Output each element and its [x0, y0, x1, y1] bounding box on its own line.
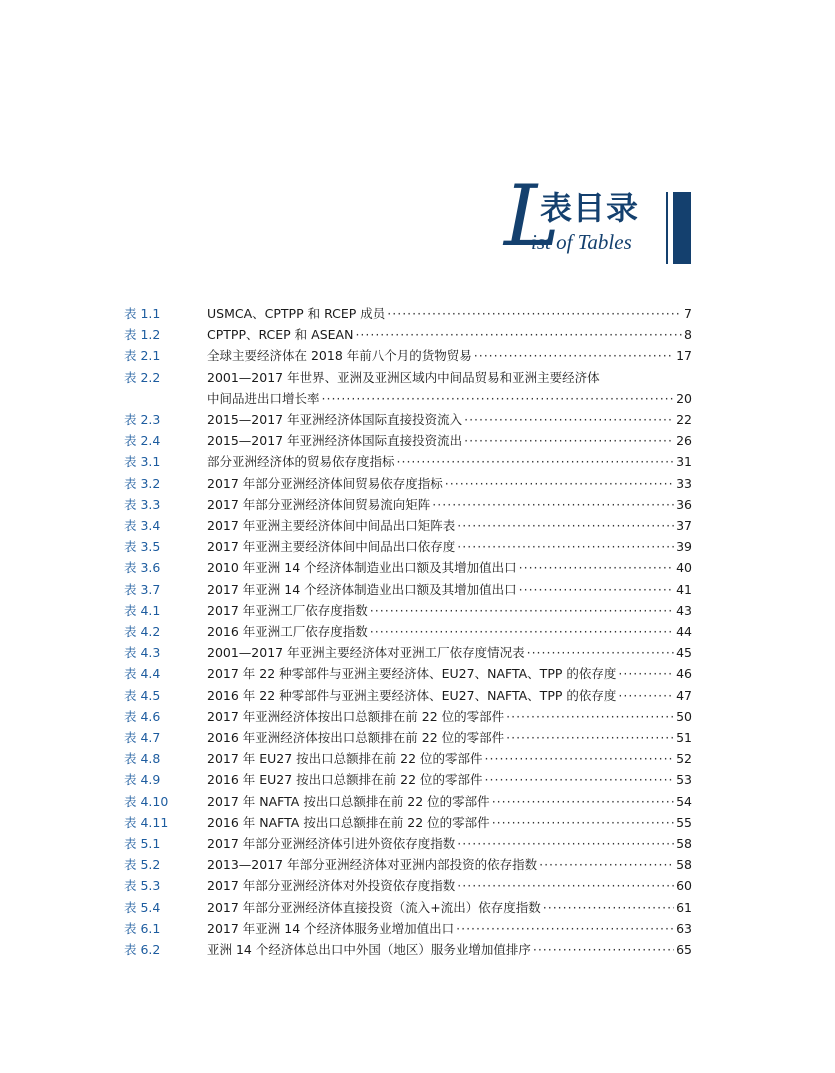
- toc-entry-number: 表 4.9: [124, 772, 161, 788]
- toc-entry-number: 表 5.3: [124, 878, 161, 894]
- header-title-zh: 表目录: [540, 189, 640, 227]
- dot-leader: [618, 663, 674, 684]
- toc-entry-number: 表 2.3: [124, 412, 161, 428]
- toc-entry-page: 17: [676, 348, 692, 364]
- toc-entry-title: 2001—2017 年世界、亚洲及亚洲区域内中间品贸易和亚洲主要经济体: [207, 369, 600, 385]
- toc-entry-page: 41: [676, 581, 692, 597]
- toc-entry-page: 58: [676, 857, 692, 873]
- toc-entry-title: 2017 年亚洲 14 个经济体制造业出口额及其增加值出口: [207, 581, 517, 597]
- toc-entry-title: 2017 年部分亚洲经济体引进外资依存度指数: [207, 836, 456, 852]
- table-of-contents: [124, 303, 692, 960]
- toc-entry-page: 39: [676, 539, 692, 555]
- dot-leader: [492, 791, 674, 812]
- toc-entry-number: 表 6.1: [124, 920, 161, 936]
- toc-entry[interactable]: [124, 600, 692, 621]
- toc-entry-title: 2016 年亚洲工厂依存度指数: [207, 624, 368, 640]
- toc-entry-number: 表 3.7: [124, 581, 161, 597]
- toc-entry-number: 表 3.6: [124, 560, 161, 576]
- toc-entry-page: 45: [676, 645, 692, 661]
- toc-entry[interactable]: [124, 769, 692, 790]
- toc-entry-title: 2015—2017 年亚洲经济体国际直接投资流出: [207, 433, 463, 449]
- toc-entry-title: 2016 年 EU27 按出口总额排在前 22 位的零部件: [207, 772, 483, 788]
- toc-entry-title: 2010 年亚洲 14 个经济体制造业出口额及其增加值出口: [207, 560, 517, 576]
- toc-entry-page: 47: [676, 687, 692, 703]
- toc-entry-title: 2017 年部分亚洲经济体间贸易流向矩阵: [207, 496, 431, 512]
- toc-entry-title: 2017 年 NAFTA 按出口总额排在前 22 位的零部件: [207, 793, 490, 809]
- toc-entry-title: 全球主要经济体在 2018 年前八个月的货物贸易: [207, 348, 472, 364]
- toc-entry[interactable]: [124, 345, 692, 366]
- toc-entry-page: 33: [676, 475, 692, 491]
- toc-entry-title: 2017 年亚洲工厂依存度指数: [207, 602, 368, 618]
- toc-entry-title: 2015—2017 年亚洲经济体国际直接投资流入: [207, 412, 463, 428]
- toc-entry[interactable]: [124, 685, 692, 706]
- toc-entry[interactable]: [124, 621, 692, 642]
- dot-leader: [618, 685, 674, 706]
- toc-entry-page: 58: [676, 836, 692, 852]
- toc-entry-title: 2017 年 22 种零部件与亚洲主要经济体、EU27、NAFTA、TPP 的依存度: [207, 666, 617, 682]
- dot-leader: [457, 536, 674, 557]
- dot-leader: [464, 409, 674, 430]
- dot-leader: [485, 748, 675, 769]
- dot-leader: [506, 727, 674, 748]
- toc-entry-page: 52: [676, 751, 692, 767]
- toc-entry[interactable]: [124, 642, 692, 663]
- dot-leader: [432, 494, 674, 515]
- dot-leader: [506, 706, 674, 727]
- toc-entry[interactable]: [124, 324, 692, 345]
- toc-entry[interactable]: [124, 727, 692, 748]
- toc-entry-page: 55: [676, 814, 692, 830]
- dot-leader: [322, 388, 675, 409]
- toc-entry[interactable]: [124, 409, 692, 430]
- toc-entry-page: 65: [676, 942, 692, 958]
- toc-entry-title: 2016 年 NAFTA 按出口总额排在前 22 位的零部件: [207, 814, 490, 830]
- toc-entry[interactable]: [124, 833, 692, 854]
- toc-entry-number: 表 2.1: [124, 348, 161, 364]
- toc-entry[interactable]: [124, 748, 692, 769]
- toc-entry-title: 2017 年 EU27 按出口总额排在前 22 位的零部件: [207, 751, 483, 767]
- toc-entry-page: 44: [676, 624, 692, 640]
- toc-entry-title: 2001—2017 年亚洲主要经济体对亚洲工厂依存度情况表: [207, 645, 525, 661]
- dot-leader: [539, 854, 674, 875]
- toc-entry[interactable]: [124, 579, 692, 600]
- toc-entry-page: 36: [676, 496, 692, 512]
- toc-entry-number: 表 3.2: [124, 475, 161, 491]
- toc-entry-number: 表 4.6: [124, 708, 161, 724]
- toc-entry-number: 表 3.4: [124, 518, 161, 534]
- dot-leader: [464, 430, 674, 451]
- dot-leader: [519, 579, 674, 600]
- toc-entry-title: 2017 年亚洲经济体按出口总额排在前 22 位的零部件: [207, 708, 505, 724]
- toc-entry-number: 表 2.4: [124, 433, 161, 449]
- toc-entry-number: 表 3.1: [124, 454, 161, 470]
- toc-entry[interactable]: [124, 918, 692, 939]
- toc-entry[interactable]: [124, 494, 692, 515]
- toc-entry[interactable]: [124, 515, 692, 536]
- toc-entry-page: 7: [684, 306, 692, 321]
- toc-entry[interactable]: [124, 303, 692, 324]
- toc-entry-title: 2017 年部分亚洲经济体间贸易依存度指标: [207, 475, 443, 491]
- toc-entry-title: 2017 年部分亚洲经济体直接投资（流入+流出）依存度指数: [207, 899, 541, 915]
- toc-entry-page: 46: [676, 666, 692, 682]
- toc-entry-number: 表 2.2: [124, 369, 161, 385]
- dot-leader: [370, 600, 674, 621]
- toc-entry-title: 部分亚洲经济体的贸易依存度指标: [207, 454, 395, 470]
- toc-entry-page: 31: [676, 454, 692, 470]
- toc-entry[interactable]: [124, 897, 692, 918]
- dot-leader: [457, 875, 674, 896]
- toc-entry[interactable]: [124, 706, 692, 727]
- toc-entry-page: 40: [676, 560, 692, 576]
- toc-entry-number: 表 4.10: [124, 793, 169, 809]
- toc-entry-page: 43: [676, 602, 692, 618]
- header-title-en: ist of Tables: [531, 230, 632, 254]
- toc-entry-number: 表 5.4: [124, 899, 161, 915]
- header-big-letter: L: [504, 167, 560, 265]
- dot-leader: [527, 642, 674, 663]
- toc-entry-page: 51: [676, 730, 692, 746]
- toc-entry-number: 表 4.3: [124, 645, 161, 661]
- toc-entry-number: 表 1.1: [124, 306, 161, 321]
- toc-entry-title: 2017 年亚洲主要经济体间中间品出口矩阵表: [207, 518, 456, 534]
- toc-entry-page: 63: [676, 920, 692, 936]
- header-thin-bar: [666, 192, 668, 264]
- toc-entry-page: 53: [676, 772, 692, 788]
- toc-entry[interactable]: [124, 791, 692, 812]
- toc-entry-title: 2016 年 22 种零部件与亚洲主要经济体、EU27、NAFTA、TPP 的依存度: [207, 687, 617, 703]
- dot-leader: [445, 473, 674, 494]
- list-of-tables-header: [500, 167, 700, 265]
- dot-leader: [533, 939, 674, 960]
- toc-entry-title: CPTPP、RCEP 和 ASEAN: [207, 327, 354, 343]
- dot-leader: [457, 833, 674, 854]
- toc-entry-page: 60: [676, 878, 692, 894]
- toc-entry-title: 2016 年亚洲经济体按出口总额排在前 22 位的零部件: [207, 730, 505, 746]
- dot-leader: [543, 897, 674, 918]
- dot-leader: [387, 303, 682, 324]
- toc-entry-number: 表 3.5: [124, 539, 161, 555]
- toc-entry[interactable]: [124, 663, 692, 684]
- toc-entry-number: 表 4.7: [124, 730, 161, 746]
- dot-leader: [370, 621, 674, 642]
- toc-entry-title: 亚洲 14 个经济体总出口中外国（地区）服务业增加值排序: [207, 942, 531, 958]
- toc-entry[interactable]: [124, 451, 692, 472]
- toc-entry-number: 表 4.8: [124, 751, 161, 767]
- toc-entry[interactable]: [124, 557, 692, 578]
- toc-entry-number: 表 4.5: [124, 687, 161, 703]
- toc-entry[interactable]: [124, 875, 692, 896]
- toc-entry-page: 50: [676, 708, 692, 724]
- toc-entry-page: 37: [676, 518, 692, 534]
- toc-entry-page: 54: [676, 793, 692, 809]
- toc-entry[interactable]: [124, 430, 692, 451]
- toc-entry-title: 2017 年部分亚洲经济体对外投资依存度指数: [207, 878, 456, 894]
- dot-leader: [355, 324, 682, 345]
- dot-leader: [485, 769, 675, 790]
- toc-entry-number: 表 5.2: [124, 857, 161, 873]
- toc-entry-number: 表 5.1: [124, 836, 161, 852]
- toc-entry-page: 61: [676, 899, 692, 915]
- toc-entry[interactable]: [124, 536, 692, 557]
- dot-leader: [456, 918, 674, 939]
- toc-entry-number: 表 6.2: [124, 942, 161, 958]
- toc-entry-title: 2017 年亚洲主要经济体间中间品出口依存度: [207, 539, 456, 555]
- dot-leader: [492, 812, 674, 833]
- toc-entry-number: 表 4.4: [124, 666, 161, 682]
- dot-leader: [474, 345, 674, 366]
- toc-entry-page: 26: [676, 433, 692, 449]
- toc-entry-page: 8: [684, 327, 692, 343]
- toc-entry[interactable]: [124, 854, 692, 875]
- toc-entry-number: 表 4.11: [124, 814, 169, 830]
- toc-entry-title: 2017 年亚洲 14 个经济体服务业增加值出口: [207, 920, 455, 936]
- toc-entry-number: 表 3.3: [124, 496, 161, 512]
- toc-entry-number: 表 4.1: [124, 602, 161, 618]
- toc-entry-title: 2013—2017 年部分亚洲经济体对亚洲内部投资的依存指数: [207, 857, 538, 873]
- toc-entry[interactable]: [124, 939, 692, 960]
- dot-leader: [519, 557, 674, 578]
- toc-entry[interactable]: [124, 473, 692, 494]
- toc-entry[interactable]: [124, 812, 692, 833]
- toc-entry-title: USMCA、CPTPP 和 RCEP 成员: [207, 306, 386, 321]
- toc-entry[interactable]: [124, 367, 692, 409]
- toc-entry-number: 表 1.2: [124, 327, 161, 343]
- dot-leader: [457, 515, 674, 536]
- header-thick-bar: [673, 192, 691, 264]
- toc-entry-number: 表 4.2: [124, 624, 161, 640]
- toc-entry-page: 22: [676, 412, 692, 428]
- toc-entry-page: 20: [676, 390, 692, 406]
- toc-entry-title-continued: 中间品进出口增长率: [207, 390, 320, 406]
- dot-leader: [397, 451, 675, 472]
